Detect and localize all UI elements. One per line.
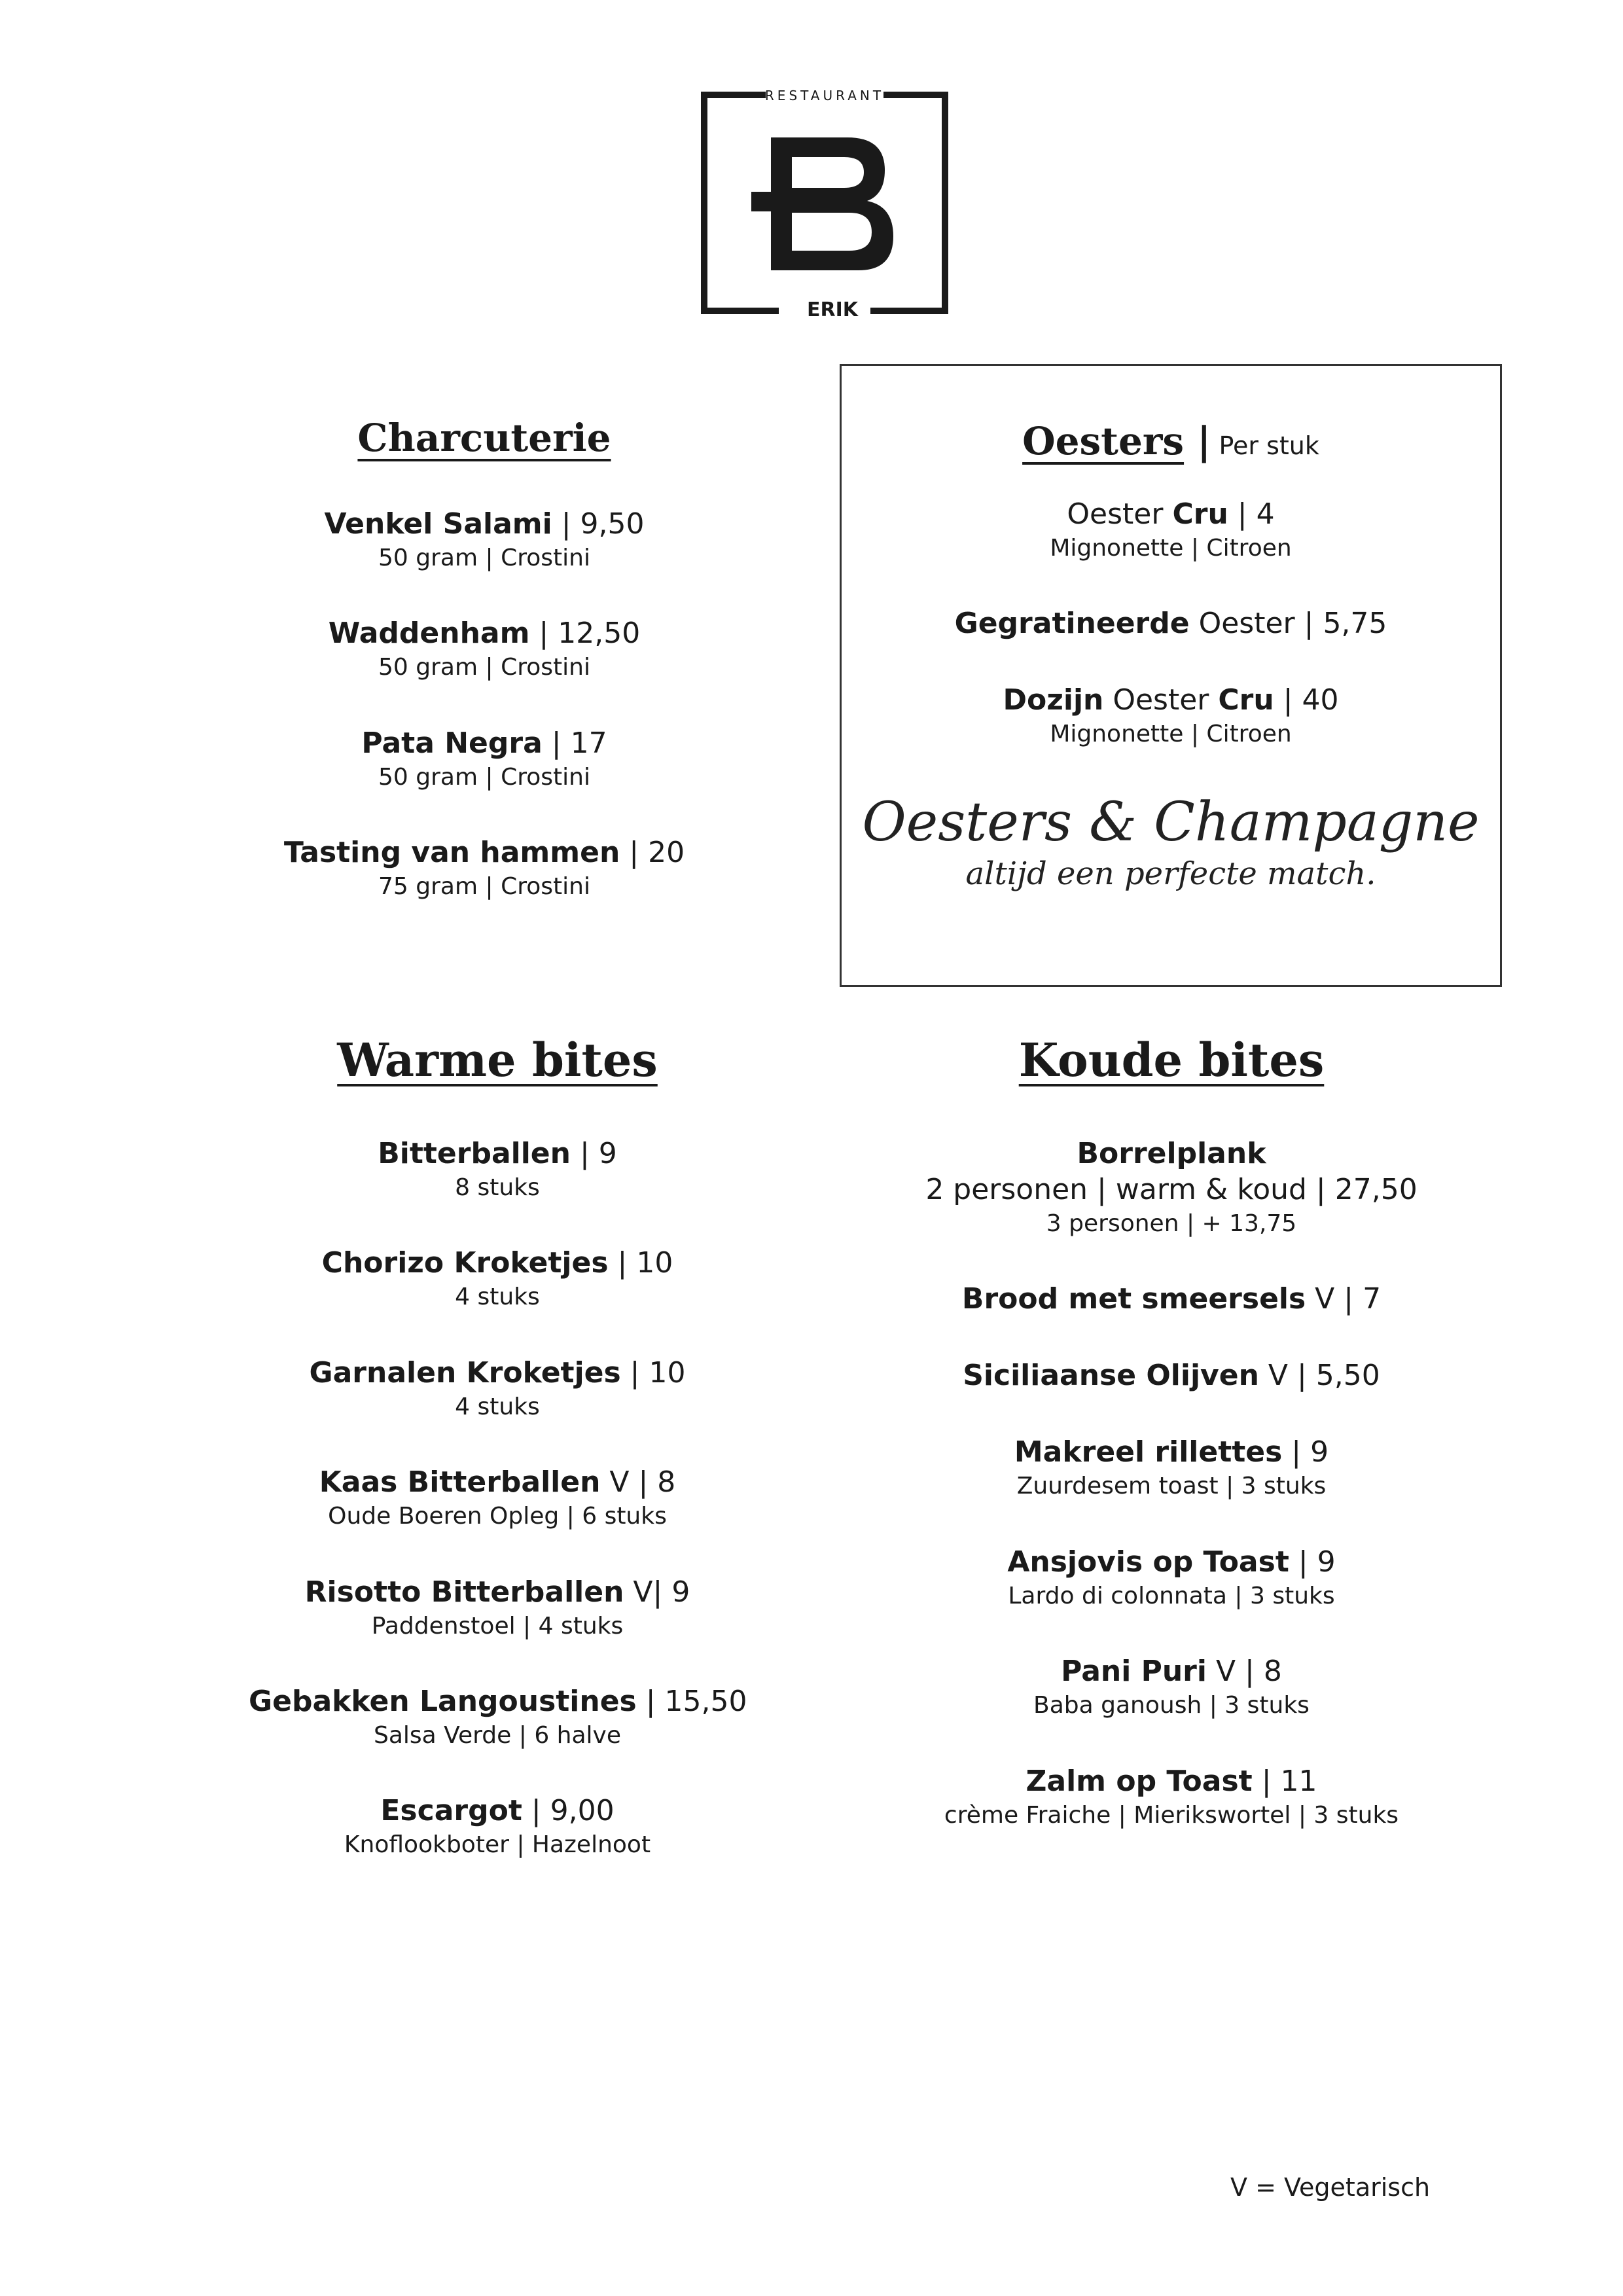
oesters-heading <box>840 419 1502 463</box>
item-description: 3 personen | + 13,75 <box>1046 1210 1297 1237</box>
oesters-champagne-tagline: altijd een perfecte match. <box>965 855 1376 893</box>
item-description: 8 stuks <box>455 1174 540 1201</box>
logo-mark <box>694 75 955 317</box>
menu-item <box>840 605 1502 641</box>
item-name: Waddenham <box>328 617 530 651</box>
menu-item <box>903 1763 1440 1832</box>
item-description: Zuurdesem toast | 3 stuks <box>1016 1473 1327 1500</box>
item-description: Mignonette | Citroen <box>1050 535 1292 562</box>
item-name: Zalm op Toast <box>1026 1764 1253 1798</box>
item-description: Oude Boeren Opleg | 6 stuks <box>328 1503 667 1530</box>
item-name: Makreel rillettes <box>1014 1435 1283 1469</box>
item-price: V| 9 <box>624 1575 690 1609</box>
item-name-part: Oester <box>1103 683 1219 717</box>
item-price: V | 8 <box>600 1465 676 1499</box>
menu-item <box>249 1245 746 1314</box>
item-description: Salsa Verde | 6 halve <box>373 1721 622 1749</box>
item-price-line: 2 personen | warm & koud | 27,50 <box>925 1173 1418 1206</box>
item-price: V | 7 <box>1306 1282 1382 1316</box>
item-price: | 9 <box>1282 1435 1329 1469</box>
menu-item <box>903 1434 1440 1503</box>
menu-item <box>249 506 720 575</box>
item-price: | 15,50 <box>636 1684 747 1718</box>
item-name-part: Dozijn <box>1003 683 1104 717</box>
menu-item-borrelplank <box>903 1136 1440 1240</box>
oesters-separator: | <box>1184 419 1211 463</box>
warme-bites-section <box>249 1033 747 1903</box>
item-name: Borrelplank <box>1077 1137 1266 1170</box>
item-price: | 9 <box>570 1137 617 1170</box>
item-price: | 9 <box>1289 1545 1336 1579</box>
item-price: | 40 <box>1274 683 1339 717</box>
oesters-title: Oesters <box>1022 419 1185 463</box>
menu-item <box>249 834 720 903</box>
menu-item <box>840 496 1502 565</box>
item-price: | 10 <box>608 1246 673 1280</box>
charcuterie-title: Charcuterie <box>357 416 611 460</box>
logo-bottom-text: ERIK <box>806 298 859 317</box>
vegetarian-legend: V = Vegetarisch <box>1230 2173 1431 2202</box>
item-name: Ansjovis op Toast <box>1007 1545 1289 1579</box>
item-price: | 11 <box>1252 1764 1317 1798</box>
charcuterie-section <box>249 416 720 944</box>
oesters-per-stuk: Per stuk <box>1211 431 1319 460</box>
menu-item <box>249 1793 746 1861</box>
item-name: Venkel Salami <box>324 507 552 541</box>
menu-item <box>903 1544 1440 1613</box>
item-description: 50 gram | Crostini <box>378 654 590 681</box>
menu-item <box>903 1357 1440 1393</box>
item-description: 75 gram | Crostini <box>378 873 590 901</box>
warme-bites-title: Warme bites <box>337 1033 658 1087</box>
item-description: 50 gram | Crostini <box>378 545 590 571</box>
item-description: 4 stuks <box>455 1283 540 1311</box>
oesters-section <box>840 419 1502 894</box>
koude-bites-title: Koude bites <box>1018 1033 1325 1087</box>
menu-item <box>840 682 1502 751</box>
item-price: | 9,50 <box>552 507 645 541</box>
item-name: Tasting van hammen <box>283 836 620 870</box>
item-description: Paddenstoel | 4 stuks <box>371 1612 624 1640</box>
item-price: | 5,75 <box>1294 607 1387 641</box>
item-name-part: Oester <box>1189 607 1295 641</box>
item-name: Bitterballen <box>378 1137 571 1170</box>
restaurant-logo <box>694 75 955 317</box>
oesters-champagne-slogan: Oesters & Champagne <box>862 791 1480 853</box>
menu-item <box>249 1464 746 1533</box>
menu-item <box>249 1355 746 1424</box>
item-price: | 9,00 <box>522 1794 615 1828</box>
item-description: Baba ganoush | 3 stuks <box>1033 1692 1310 1719</box>
item-name: Escargot <box>380 1794 522 1828</box>
item-name-part: Oester <box>1067 497 1173 531</box>
item-name-part: Gegratineerde <box>954 607 1190 641</box>
item-name: Risotto Bitterballen <box>304 1575 624 1609</box>
item-description: Mignonette | Citroen <box>1050 721 1292 748</box>
item-description: 50 gram | Crostini <box>378 763 590 791</box>
item-description: crème Fraiche | Mierikswortel | 3 stuks <box>944 1801 1399 1829</box>
item-price: | 12,50 <box>529 617 641 651</box>
item-price: | 10 <box>620 1355 686 1390</box>
item-description: 4 stuks <box>455 1393 540 1420</box>
item-name-part: Cru <box>1218 683 1274 717</box>
item-name: Chorizo Kroketjes <box>321 1246 609 1280</box>
item-description: Lardo di colonnata | 3 stuks <box>1008 1582 1335 1609</box>
menu-item <box>249 1683 746 1752</box>
item-name: Garnalen Kroketjes <box>309 1355 621 1390</box>
item-price: V | 5,50 <box>1258 1359 1380 1393</box>
menu-item <box>903 1281 1440 1317</box>
item-price: | 20 <box>620 836 685 870</box>
menu-item <box>903 1653 1440 1722</box>
koude-bites-section <box>903 1033 1440 1873</box>
menu-item <box>249 725 720 794</box>
menu-item <box>249 1574 746 1643</box>
menu-item <box>249 615 720 684</box>
menu-item <box>249 1136 746 1204</box>
item-name: Brood met smeersels <box>961 1282 1306 1316</box>
logo-top-text: RESTAURANT <box>764 88 885 103</box>
item-name: Pani Puri <box>1061 1655 1207 1689</box>
item-name-part: Cru <box>1172 497 1228 531</box>
item-price: | 17 <box>542 726 607 760</box>
item-description: Knoflookboter | Hazelnoot <box>344 1831 651 1859</box>
item-price: | 4 <box>1228 497 1275 531</box>
item-price: V | 8 <box>1206 1655 1282 1689</box>
item-name: Gebakken Langoustines <box>249 1684 637 1718</box>
item-name: Siciliaanse Olijven <box>963 1359 1259 1393</box>
item-name: Pata Negra <box>361 726 543 760</box>
item-name: Kaas Bitterballen <box>319 1465 601 1499</box>
